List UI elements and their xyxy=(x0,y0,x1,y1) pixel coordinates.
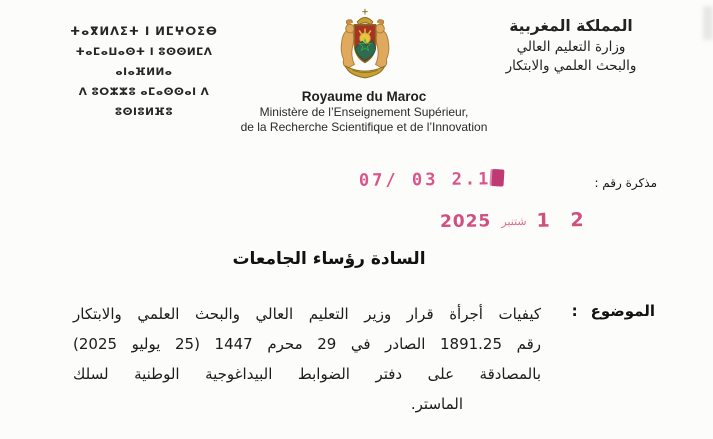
tifinagh-ministry-line1: ⵜⴰⵎⴰⵡⴰⵙⵜ ⵏ ⵓⵙⵙⵍⵎⴷ ⴰⵏⴰⴼⵍⵍⴰ xyxy=(75,46,213,78)
date-stamp-month: شتنبر xyxy=(501,214,527,228)
ministry-ar-line2: والبحث العلمي والابتكار xyxy=(505,58,637,74)
subject-line-3: بالمصادقة على دفتر الضوابط البيداغوجية الوطنية لسلك xyxy=(73,365,541,383)
country-name-fr: Royaume du Maroc xyxy=(301,89,427,104)
date-stamp-year: 2025 xyxy=(439,211,492,233)
country-name-ar: المملكة المغربية xyxy=(509,17,633,35)
french-header xyxy=(206,88,522,134)
memo-number-stamp-text: 07/ 03 2.1 xyxy=(358,169,492,191)
subject-label xyxy=(572,302,655,320)
scan-artifact xyxy=(703,6,713,40)
subject-label-word: الموضوع xyxy=(590,302,655,320)
arabic-header xyxy=(492,14,650,76)
tifinagh-ministry-line2: ⴷ ⵓⵔⵣⵣⵓ ⴰⵎⴰⵙⵙⴰⵏ ⴷ ⵓⵙⵏⵓⵍⴼⵓ xyxy=(78,86,210,118)
date-stamp-day: 1 2 xyxy=(536,208,591,232)
date-stamp xyxy=(440,209,591,233)
subject-paragraph xyxy=(73,299,541,419)
moroccan-coat-of-arms-icon xyxy=(336,6,394,86)
subject-line-1: كيفيات أجرأة قرار وزير التعليم العالي والبحث العلمي والابتكار xyxy=(73,305,541,323)
ministry-fr-line1: Ministère de l’Enseignement Supérieur, xyxy=(259,105,469,119)
subject-line-2: رقم 1891.25 الصادر في 29 محرم 1447 (25 يوليو 2025) xyxy=(73,335,542,353)
subject-label-colon: : xyxy=(571,302,578,320)
memo-number-stamp xyxy=(359,169,505,191)
ministry-ar-line1: وزارة التعليم العالي xyxy=(516,39,626,55)
memo-number-label: مذكرة رقم : xyxy=(594,176,657,190)
recipient-heading: السادة رؤساء الجامعات xyxy=(232,249,426,269)
ink-blot xyxy=(492,169,505,187)
ministry-fr-line2: de la Recherche Scientifique et de l’Innovation xyxy=(240,119,488,134)
subject-line-4: الماستر. xyxy=(410,395,463,413)
tifinagh-country: ⵜⴰⴳⵍⴷⵉⵜ ⵏ ⵍⵎⵖⵔⵉⴱ xyxy=(70,24,218,38)
